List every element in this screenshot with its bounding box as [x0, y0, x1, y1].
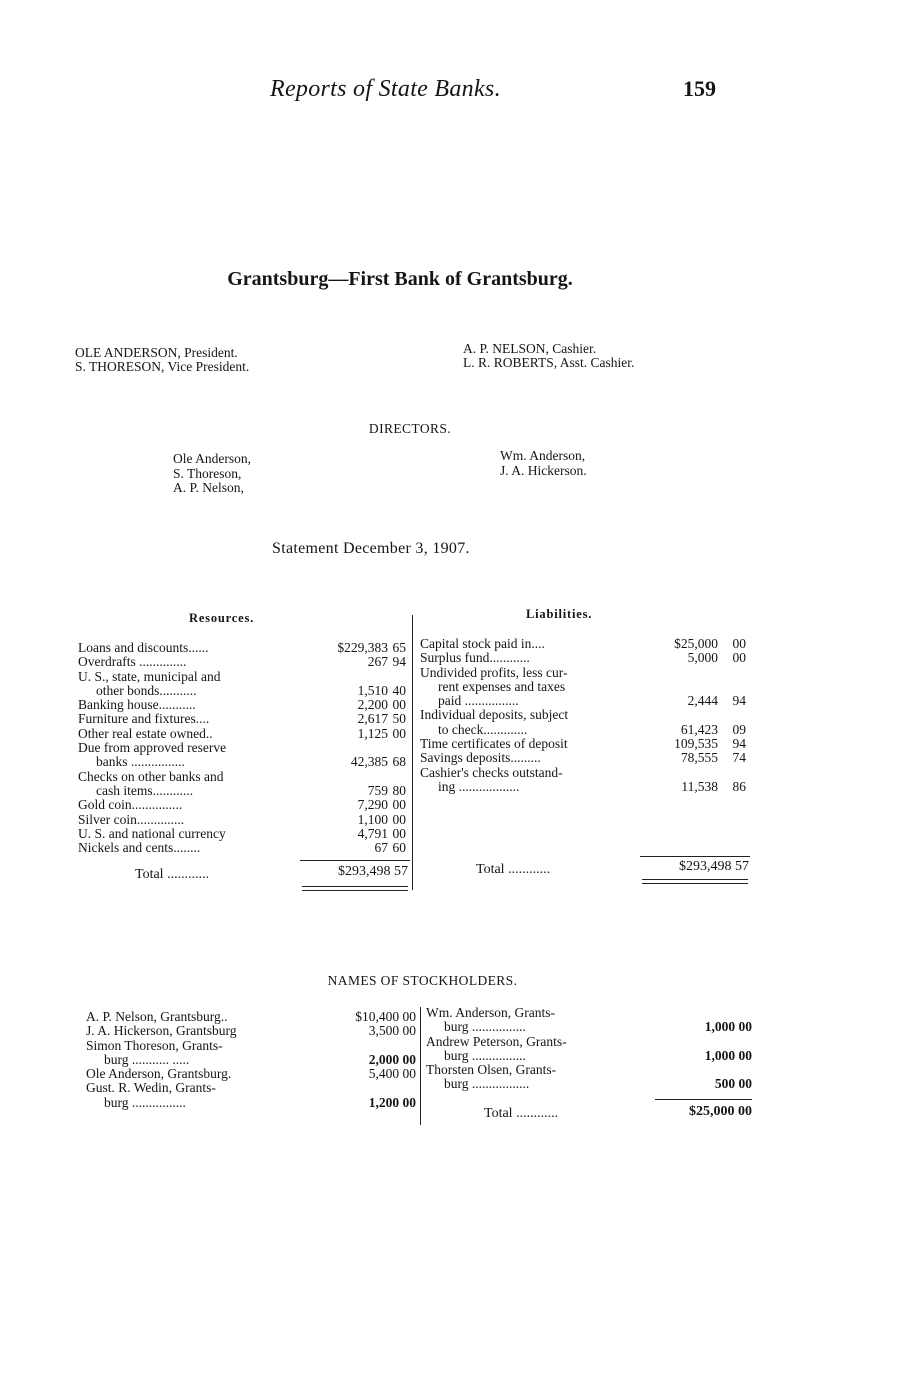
- liabilities-row-label: ing ..................: [438, 778, 520, 794]
- liabilities-row: [420, 666, 750, 680]
- liabilities-row: [420, 651, 750, 665]
- liabilities-row: [420, 723, 750, 737]
- liabilities-table: [420, 637, 750, 794]
- stockholder-left-row: [86, 1010, 416, 1024]
- stockholders-right-list: [426, 1006, 754, 1092]
- stockholder-right-row: [426, 1020, 754, 1034]
- resources-row-label: cash items............: [96, 782, 194, 798]
- stockholder-right-row: [426, 1049, 754, 1063]
- resources-row: [78, 684, 412, 698]
- liabilities-total-amount: $293,498 57: [679, 859, 749, 874]
- resources-total-double-rule: [302, 886, 408, 891]
- resources-row-dollars: 2,617: [357, 711, 388, 727]
- stockholder-left-row: [86, 1096, 416, 1110]
- liabilities-total-double-rule: [642, 879, 748, 884]
- resources-row-cents: 60: [392, 840, 406, 856]
- liabilities-row-label: Cashier's checks outstand-: [420, 764, 563, 780]
- stockholder-left-row-label: burg ................: [104, 1094, 186, 1110]
- stockholder-left-row-amount: 5,400 00: [368, 1066, 416, 1082]
- resources-row-dollars: 7,290: [357, 797, 388, 813]
- stockholder-right-row: [426, 1006, 754, 1020]
- resources-row: [78, 841, 412, 855]
- stockholders-divider: [420, 1007, 421, 1125]
- resources-row-label: Gold coin...............: [78, 797, 183, 813]
- stockholder-right-row-label: Thorsten Olsen, Grants-: [426, 1062, 557, 1078]
- liabilities-row-label: Time certificates of deposit: [420, 736, 568, 752]
- liabilities-row-cents: 00: [732, 650, 746, 666]
- resources-row-cents: 40: [392, 682, 406, 698]
- liabilities-row: [420, 708, 750, 722]
- director-name: J. A. Hickerson.: [500, 462, 587, 478]
- liabilities-row-dollars: $25,000: [674, 636, 718, 651]
- liabilities-row-label: rent expenses and taxes: [438, 678, 566, 694]
- stockholders-total-rule: [655, 1099, 752, 1100]
- stockholder-right-row-label: burg ................: [444, 1019, 526, 1035]
- resources-row-label: Other real estate owned..: [78, 725, 213, 741]
- stockholder-left-row-amount: $10,400 00: [355, 1009, 416, 1024]
- stockholder-right-row: [426, 1035, 754, 1049]
- resources-row: [78, 712, 412, 726]
- directors-heading: DIRECTORS.: [368, 421, 452, 436]
- resources-row: [78, 813, 412, 827]
- resources-row-label: Furniture and fixtures....: [78, 711, 210, 727]
- stockholder-left-row: [86, 1039, 416, 1053]
- liabilities-total-rule: [640, 856, 750, 857]
- resources-row-label: Banking house...........: [78, 697, 196, 713]
- bank-title: Grantsburg—First Bank of Grantsburg.: [227, 268, 573, 290]
- liabilities-row-label: Individual deposits, subject: [420, 707, 569, 723]
- resources-row-dollars: $229,383: [337, 640, 388, 655]
- resources-row-cents: 00: [392, 825, 406, 841]
- resources-row: [78, 670, 412, 684]
- liabilities-row-label: Undivided profits, less cur-: [420, 664, 568, 680]
- liabilities-row: [420, 680, 750, 694]
- liabilities-row-dollars: 5,000: [687, 650, 718, 666]
- stockholder-left-row-label: Ole Anderson, Grantsburg.: [86, 1066, 232, 1082]
- statement-date: Statement December 3, 1907.: [272, 540, 470, 557]
- stockholder-right-row-label: Wm. Anderson, Grants-: [426, 1005, 555, 1020]
- liabilities-row-cents: 09: [732, 721, 746, 737]
- stockholder-right-row-amount: 1,000 00: [704, 1047, 752, 1063]
- resources-row-label: Nickels and cents........: [78, 840, 201, 856]
- resources-row: [78, 727, 412, 741]
- liabilities-row: [420, 751, 750, 765]
- directors-right: [500, 449, 587, 478]
- liabilities-row-label: Capital stock paid in....: [420, 636, 545, 651]
- liabilities-row-dollars: 2,444: [687, 693, 718, 709]
- director-name: Ole Anderson,: [173, 451, 251, 466]
- resources-row-dollars: 67: [374, 840, 388, 856]
- stockholder-left-row-label: Simon Thoreson, Grants-: [86, 1037, 223, 1053]
- liabilities-row-label: to check.............: [438, 721, 528, 737]
- resources-row-cents: 00: [392, 725, 406, 741]
- resources-row-label: Checks on other banks and: [78, 768, 224, 784]
- resources-row: [78, 698, 412, 712]
- liabilities-row-label: paid ................: [438, 693, 519, 709]
- stockholder-right-row-label: Andrew Peterson, Grants-: [426, 1033, 567, 1049]
- stockholder-left-row-label: J. A. Hickerson, Grantsburg: [86, 1023, 237, 1039]
- resources-row: [78, 784, 412, 798]
- liabilities-row-cents: 94: [732, 736, 746, 752]
- liabilities-total-label: Total ............: [476, 862, 551, 877]
- liabilities-row: [420, 637, 750, 651]
- director-name: S. Thoreson,: [173, 465, 242, 481]
- liabilities-heading: Liabilities.: [526, 607, 593, 621]
- liabilities-row: [420, 737, 750, 751]
- officers-left: [75, 346, 249, 374]
- resources-row: [78, 741, 412, 755]
- stockholders-heading: NAMES OF STOCKHOLDERS.: [327, 973, 518, 988]
- liabilities-row-cents: 86: [732, 778, 746, 794]
- officer-vice-president: S. THORESON, Vice President.: [75, 359, 250, 374]
- resources-row-cents: 00: [392, 797, 406, 813]
- stockholder-left-row-amount: 3,500 00: [368, 1023, 416, 1039]
- stockholder-left-row-label: Gust. R. Wedin, Grants-: [86, 1080, 216, 1096]
- resources-row-label: U. S. and national currency: [78, 825, 226, 841]
- liabilities-row-dollars: 109,535: [674, 736, 718, 752]
- stockholder-left-row: [86, 1053, 416, 1067]
- liabilities-row-dollars: 11,538: [681, 778, 718, 794]
- resources-row-cents: 00: [392, 811, 406, 827]
- liabilities-row-cents: 94: [732, 693, 746, 709]
- resources-row-label: other bonds...........: [96, 682, 197, 698]
- resources-row: [78, 770, 412, 784]
- resources-row-cents: 50: [392, 711, 406, 727]
- resources-row-label: Due from approved reserve: [78, 740, 227, 756]
- resources-row: [78, 827, 412, 841]
- officer-president: OLE ANDERSON, President.: [75, 345, 238, 360]
- liabilities-row-label: Surplus fund............: [420, 650, 530, 666]
- running-head-title: Reports of State Banks.: [270, 76, 501, 102]
- liabilities-row-cents: 00: [732, 636, 746, 651]
- stockholder-left-row: [86, 1081, 416, 1095]
- resources-table: [78, 641, 412, 855]
- resources-row-dollars: 42,385: [350, 754, 388, 770]
- liabilities-row: [420, 780, 750, 794]
- stockholder-left-row-amount: 1,200 00: [368, 1094, 416, 1110]
- resources-total-label: Total ............: [135, 867, 210, 882]
- resources-row-dollars: 2,200: [357, 697, 388, 713]
- liabilities-row: [420, 766, 750, 780]
- resources-row-label: Loans and discounts......: [78, 640, 209, 655]
- resources-row-dollars: 759: [367, 782, 388, 798]
- stockholder-left-row-amount: 2,000 00: [368, 1051, 416, 1067]
- stockholder-left-row: [86, 1024, 416, 1038]
- resources-row-cents: 65: [392, 640, 406, 655]
- stockholder-right-row-amount: 1,000 00: [704, 1019, 752, 1035]
- stockholder-left-row-label: burg ........... .....: [104, 1051, 190, 1067]
- resources-total-rule: [300, 860, 410, 861]
- liabilities-row-label: Savings deposits.........: [420, 750, 541, 766]
- resources-row-label: U. S., state, municipal and: [78, 668, 221, 684]
- page-number: 159: [683, 76, 716, 101]
- resources-row: [78, 655, 412, 669]
- column-divider: [412, 615, 413, 890]
- resources-row-dollars: 1,510: [357, 682, 388, 698]
- resources-row-dollars: 1,100: [357, 811, 388, 827]
- stockholders-total-label: Total ............: [484, 1106, 559, 1121]
- stockholder-right-row: [426, 1063, 754, 1077]
- officer-asst-cashier: L. R. ROBERTS, Asst. Cashier.: [463, 355, 635, 370]
- stockholder-right-row-amount: 500 00: [714, 1076, 752, 1092]
- resources-row-label: Overdrafts ..............: [78, 654, 187, 670]
- officers-right: [463, 342, 634, 370]
- officer-cashier: A. P. NELSON, Cashier.: [463, 341, 597, 356]
- liabilities-row: [420, 694, 750, 708]
- resources-row-label: banks ................: [96, 754, 185, 770]
- resources-row-dollars: 1,125: [357, 725, 388, 741]
- resources-row-cents: 94: [392, 654, 406, 670]
- resources-row-cents: 00: [392, 697, 406, 713]
- resources-row-cents: 68: [392, 754, 406, 770]
- directors-left: [173, 452, 251, 496]
- stockholder-right-row-label: burg ................: [444, 1047, 526, 1063]
- resources-row: [78, 755, 412, 769]
- director-name: A. P. Nelson,: [173, 480, 244, 495]
- liabilities-row-dollars: 61,423: [680, 721, 718, 737]
- liabilities-row-dollars: 78,555: [680, 750, 718, 766]
- stockholders-total-amount: $25,000 00: [689, 1104, 752, 1119]
- stockholder-left-row-label: A. P. Nelson, Grantsburg..: [86, 1009, 228, 1024]
- stockholder-right-row-label: burg .................: [444, 1076, 530, 1092]
- resources-row: [78, 798, 412, 812]
- resources-row: [78, 641, 412, 655]
- resources-total-amount: $293,498 57: [338, 864, 408, 879]
- resources-heading: Resources.: [189, 611, 255, 625]
- resources-row-dollars: 4,791: [357, 825, 388, 841]
- resources-row-label: Silver coin..............: [78, 811, 185, 827]
- resources-row-dollars: 267: [367, 654, 388, 670]
- stockholders-left-list: [86, 1010, 416, 1110]
- stockholder-left-row: [86, 1067, 416, 1081]
- stockholder-right-row: [426, 1077, 754, 1091]
- liabilities-row-cents: 74: [732, 750, 746, 766]
- resources-row-cents: 80: [392, 782, 406, 798]
- director-name: Wm. Anderson,: [500, 448, 586, 463]
